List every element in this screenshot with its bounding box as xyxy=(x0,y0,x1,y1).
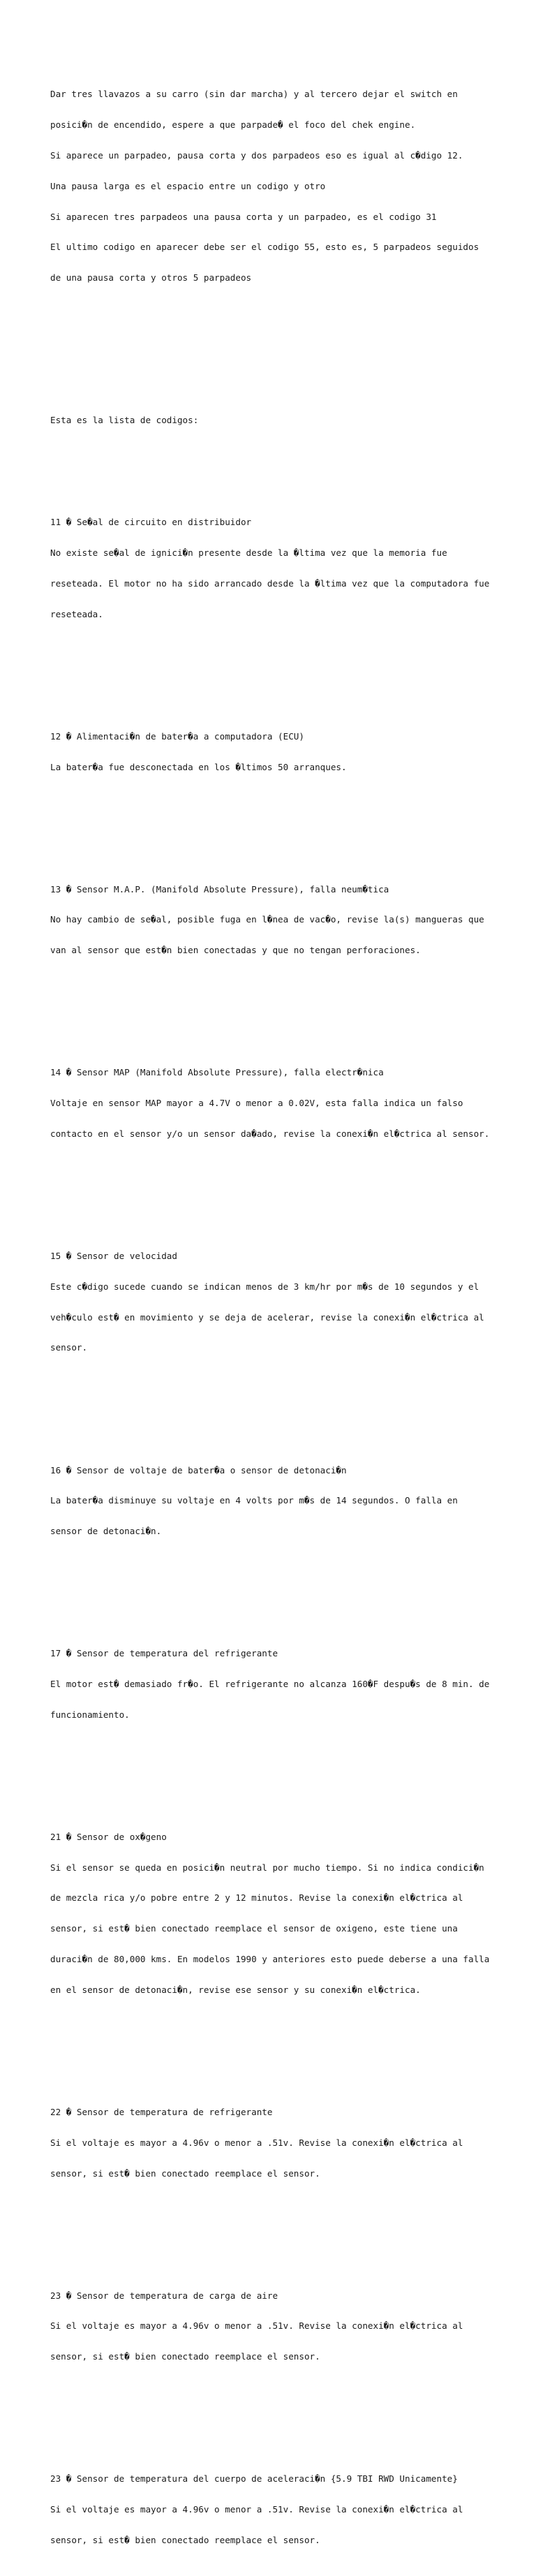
intro-line: posici�n de encendido, espere a que parpade� el foco del chek engine. xyxy=(50,119,416,131)
code-title: 13 � Sensor M.A.P. (Manifold Absolute Pressure), falla neum�tica xyxy=(50,883,389,895)
code-title: 23 � Sensor de temperatura del cuerpo de aceleraci�n {5.9 TBI RWD Unicamente} xyxy=(50,2473,458,2485)
intro-line: Una pausa larga es el espacio entre un codigo y otro xyxy=(50,180,326,191)
intro-line: Dar tres llavazos a su carro (sin dar marcha) y al tercero dejar el switch en xyxy=(50,89,458,100)
code-description-line: Si el voltaje es mayor a 4.96v o menor a .51v. Revise la conexi�n el�ctrica al xyxy=(50,2137,463,2148)
code-description-line: de mezcla rica y/o pobre entre 2 y 12 minutos. Revise la conexi�n el�ctrica al xyxy=(50,1892,463,1904)
code-title: 22 � Sensor de temperatura de refrigerante xyxy=(50,2106,273,2117)
code-description-line: funcionamiento. xyxy=(50,1709,130,1720)
code-description-line: reseteada. xyxy=(50,608,103,619)
code-description-line: en el sensor de detonaci�n, revise ese sensor y su conexi�n el�ctrica. xyxy=(50,1984,421,1995)
code-description-line: sensor, si est� bien conectado reemplace el sensor. xyxy=(50,2351,320,2362)
code-description-line: Si el voltaje es mayor a 4.96v o menor a .51v. Revise la conexi�n el�ctrica al xyxy=(50,2504,463,2515)
code-title: 21 � Sensor de ox�geno xyxy=(50,1831,167,1842)
code-description-line: No existe se�al de ignici�n presente desde la �ltima vez que la memoria fue xyxy=(50,547,447,559)
code-description-line: Si el voltaje es mayor a 4.96v o menor a .51v. Revise la conexi�n el�ctrica al xyxy=(50,2320,463,2332)
code-description-line: veh�culo est� en movimiento y se deja de acelerar, revise la conexi�n el�ctrica al xyxy=(50,1311,484,1323)
code-description-line: sensor, si est� bien conectado reemplace el sensor de oxigeno, este tiene una xyxy=(50,1923,458,1934)
code-entry-14 xyxy=(50,1047,525,1160)
code-description-line: duraci�n de 80,000 kms. En modelos 1990 y anteriores esto puede deberse a una falla xyxy=(50,1954,490,1965)
code-description-line: Si el sensor se queda en posici�n neutral por mucho tiempo. Si no indica condici�n xyxy=(50,1862,484,1873)
intro-paragraph xyxy=(50,69,525,304)
code-description-line: sensor, si est� bien conectado reemplace el sensor. xyxy=(50,2534,320,2545)
code-description-line: La bater�a disminuye su voltaje en 4 volts por m�s de 14 segundos. O falla en xyxy=(50,1495,458,1506)
code-description-line: Este c�digo sucede cuando se indican menos de 3 km/hr por m�s de 10 segundos y el xyxy=(50,1281,479,1292)
code-description-line: van al sensor que est�n bien conectadas y que no tengan perforaciones. xyxy=(50,945,421,956)
code-entry-22 xyxy=(50,2087,525,2200)
code-title: 17 � Sensor de temperatura del refrigerante xyxy=(50,1648,278,1659)
intro-line: Si aparece un parpadeo, pausa corta y dos parpadeos eso es igual al c�digo 12. xyxy=(50,149,463,161)
code-description-line: sensor, si est� bien conectado reemplace el sensor. xyxy=(50,2167,320,2179)
code-entry-15 xyxy=(50,1231,525,1374)
intro-line: Si aparecen tres parpadeos una pausa corta y un parpadeo, es el codigo 31 xyxy=(50,211,437,222)
code-description-line: sensor. xyxy=(50,1342,88,1353)
code-title: 11 � Se�al de circuito en distribuidor xyxy=(50,517,252,528)
code-description-line: El motor est� demasiado fr�o. El refrigerante no alcanza 160�F despu�s de 8 min. de xyxy=(50,1679,490,1689)
code-entry-23b xyxy=(50,2454,525,2566)
code-entry-16 xyxy=(50,1445,525,1557)
document-page xyxy=(50,49,525,2576)
list-heading: Esta es la lista de codigos: xyxy=(50,415,199,426)
code-entry-21 xyxy=(50,1812,525,2016)
code-title: 23 � Sensor de temperatura de carga de aire xyxy=(50,2290,278,2301)
code-description-line: contacto en el sensor y/o un sensor da�ado, revise la conexi�n el�ctrica al sensor. xyxy=(50,1128,490,1139)
code-description-line: La bater�a fue desconectada en los �ltimos 50 arranques. xyxy=(50,761,347,772)
code-entry-17 xyxy=(50,1628,525,1741)
code-description-line: sensor de detonaci�n. xyxy=(50,1526,162,1537)
code-description-line: No hay cambio de se�al, posible fuga en l�nea de vac�o, revise la(s) mangueras que xyxy=(50,914,484,925)
code-entry-13 xyxy=(50,864,525,977)
code-title: 15 � Sensor de velocidad xyxy=(50,1251,177,1262)
code-title: 12 � Alimentaci�n de bater�a a computadora (ECU) xyxy=(50,730,304,742)
code-title: 16 � Sensor de voltaje de bater�a o sensor de detonaci�n xyxy=(50,1464,347,1475)
code-description-line: Voltaje en sensor MAP mayor a 4.7V o menor a 0.02V, esta falla indica un falso xyxy=(50,1098,463,1109)
code-description-line: reseteada. El motor no ha sido arrancado desde la �ltima vez que la computadora fue xyxy=(50,577,490,589)
code-entry-12 xyxy=(50,712,525,793)
intro-line: El ultimo codigo en aparecer debe ser el codigo 55, esto es, 5 parpadeos seguidos xyxy=(50,242,479,253)
code-entry-11 xyxy=(50,497,525,640)
code-title: 14 � Sensor MAP (Manifold Absolute Pressure), falla electr�nica xyxy=(50,1067,384,1078)
code-entry-23a xyxy=(50,2270,525,2383)
intro-line: de una pausa corta y otros 5 parpadeos xyxy=(50,272,252,284)
